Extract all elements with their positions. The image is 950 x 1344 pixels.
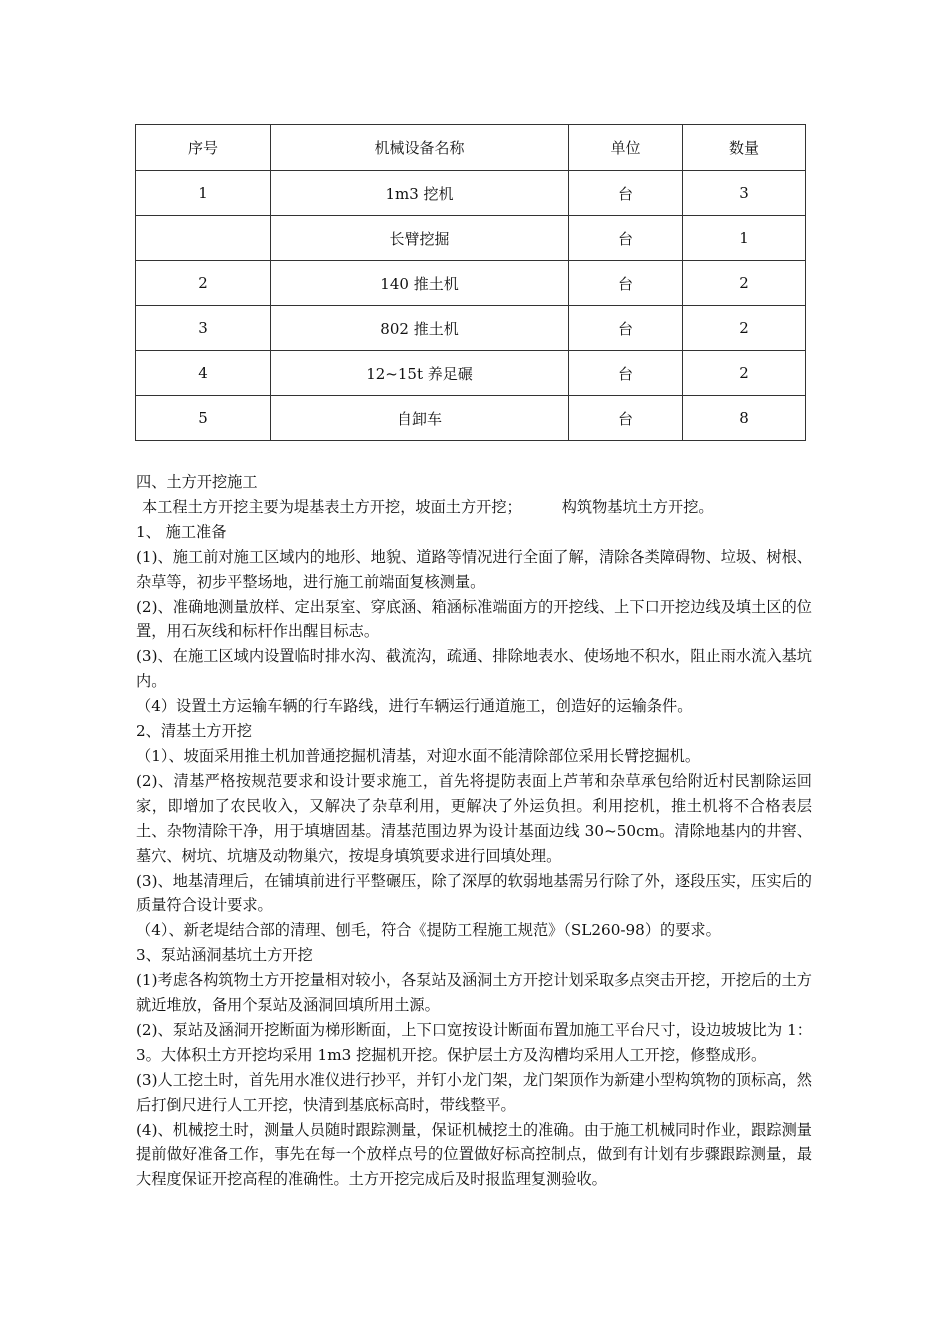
paragraph: （4）设置土方运输车辆的行车路线，进行车辆运行通道施工，创造好的运输条件。 [136,697,693,716]
paragraph: (4)、机械挖土时，测量人员随时跟踪测量，保证机械挖土的准确。由于施工机械同时作业，跟踪测量提前做好准备工作，事先在每一个放样点号的位置做好标高控制点，做到有计划有步骤跟踪测量，最大程度保证开挖高程的准确性。土方开挖完成后及时报监理复测验收。 [136,1120,812,1189]
subsection-title-clearing: 2、清基土方开挖 [136,722,252,741]
paragraph: (1)、施工前对施工区域内的地形、地貌、道路等情况进行全面了解，清除各类障碍物、垃圾、树根、杂草等，初步平整场地，进行施工前端面复核测量。 [136,547,812,591]
paragraph: (3)人工挖土时，首先用水准仪进行抄平，并钉小龙门架，龙门架顶作为新建小型构筑物的顶标高，然后打倒尺进行人工开挖，快清到基底标高时，带线整平。 [136,1070,812,1114]
paragraph: (3)、在施工区域内设置临时排水沟、截流沟，疏通、排除地表水、使场地不积水，阻止雨水流入基坑内。 [136,647,812,691]
cell-seq: 3 [136,306,271,351]
cell-seq: 4 [136,351,271,396]
intro-part-c: 构筑物基坑土方开挖。 [561,497,714,516]
table-row [136,261,806,306]
section-intro [136,495,812,520]
table-row [136,396,806,441]
cell-seq: 5 [136,396,271,441]
paragraph: (3)、地基清理后，在铺填前进行平整碾压，除了深厚的软弱地基需另行除了外，逐段压实，压实后的质量符合设计要求。 [136,871,812,915]
section-title: 四、土方开挖施工 [136,473,258,491]
cell-equipment-name: 长臂挖掘 [271,216,569,261]
paragraph: （1）、坡面采用推土机加普通挖掘机清基，对迎水面不能清除部位采用长臂挖掘机。 [136,746,701,765]
cell-seq [136,216,271,261]
cell-unit: 台 [569,306,683,351]
cell-unit: 台 [569,396,683,441]
cell-unit: 台 [569,216,683,261]
cell-quantity: 2 [683,261,806,306]
header-unit: 单位 [569,125,683,171]
header-quantity: 数量 [683,125,806,171]
cell-equipment-name: 12~15t 养足碾 [271,351,569,396]
paragraph: (1)考虑各构筑物土方开挖量相对较小，各泵站及涵洞土方开挖计划采取多点突击开挖，开挖后的土方就近堆放，备用个泵站及涵洞回填所用土源。 [136,971,812,1015]
cell-unit: 台 [569,351,683,396]
cell-seq: 2 [136,261,271,306]
table-row [136,171,806,216]
cell-unit: 台 [569,171,683,216]
header-equipment-name: 机械设备名称 [271,125,569,171]
cell-equipment-name: 802 推土机 [271,306,569,351]
subsection-title-pump-station: 3、泵站涵洞基坑土方开挖 [136,946,313,965]
equipment-table [135,124,806,441]
paragraph: (2)、清基严格按规范要求和设计要求施工，首先将提防表面上芦苇和杂草承包给附近村民割除运回家，即增加了农民收入，又解决了杂草利用，更解决了外运负担。利用挖机，推土机将不合格表层土、杂物清除干净，用于填塘固基。清基范围边界为设计基面边线 30~50cm。清除地基内的井窖、墓穴、树坑、坑塘及动物巢穴，按堤身填筑要求进行回填处理。 [136,771,812,865]
table-header-row [136,125,806,171]
paragraph: (2)、泵站及涵洞开挖断面为梯形断面，上下口宽按设计断面布置加施工平台尺寸，设边坡坡比为 1：3。大体积土方开挖均采用 1m3 挖掘机开挖。保护层土方及沟槽均采用人工开挖，修整成形。 [136,1020,812,1064]
cell-equipment-name: 1m3 挖机 [271,171,569,216]
cell-equipment-name: 自卸车 [271,396,569,441]
intro-part-a: 本工程土方开挖主要为堤 [142,497,310,516]
table-row [136,306,806,351]
cell-quantity: 3 [683,171,806,216]
subsection-title-prep: 1、 施工准备 [136,522,227,541]
paragraph: （4）、新老堤结合部的清理、刨毛，符合《提防工程施工规范》（SL260-98）的要求。 [136,921,721,940]
cell-quantity: 1 [683,216,806,261]
section-body [136,470,812,1192]
cell-seq: 1 [136,171,271,216]
cell-equipment-name: 140 推土机 [271,261,569,306]
cell-quantity: 2 [683,306,806,351]
intro-part-b: 基表土方开挖，坡面土方开挖； [309,497,522,516]
table-row [136,351,806,396]
table-row [136,216,806,261]
cell-unit: 台 [569,261,683,306]
cell-quantity: 8 [683,396,806,441]
cell-quantity: 2 [683,351,806,396]
paragraph: (2)、准确地测量放样、定出泵室、穿底涵、箱涵标准端面方的开挖线、上下口开挖边线及填土区的位置，用石灰线和标杆作出醒目标志。 [136,597,812,641]
header-seq: 序号 [136,125,271,171]
